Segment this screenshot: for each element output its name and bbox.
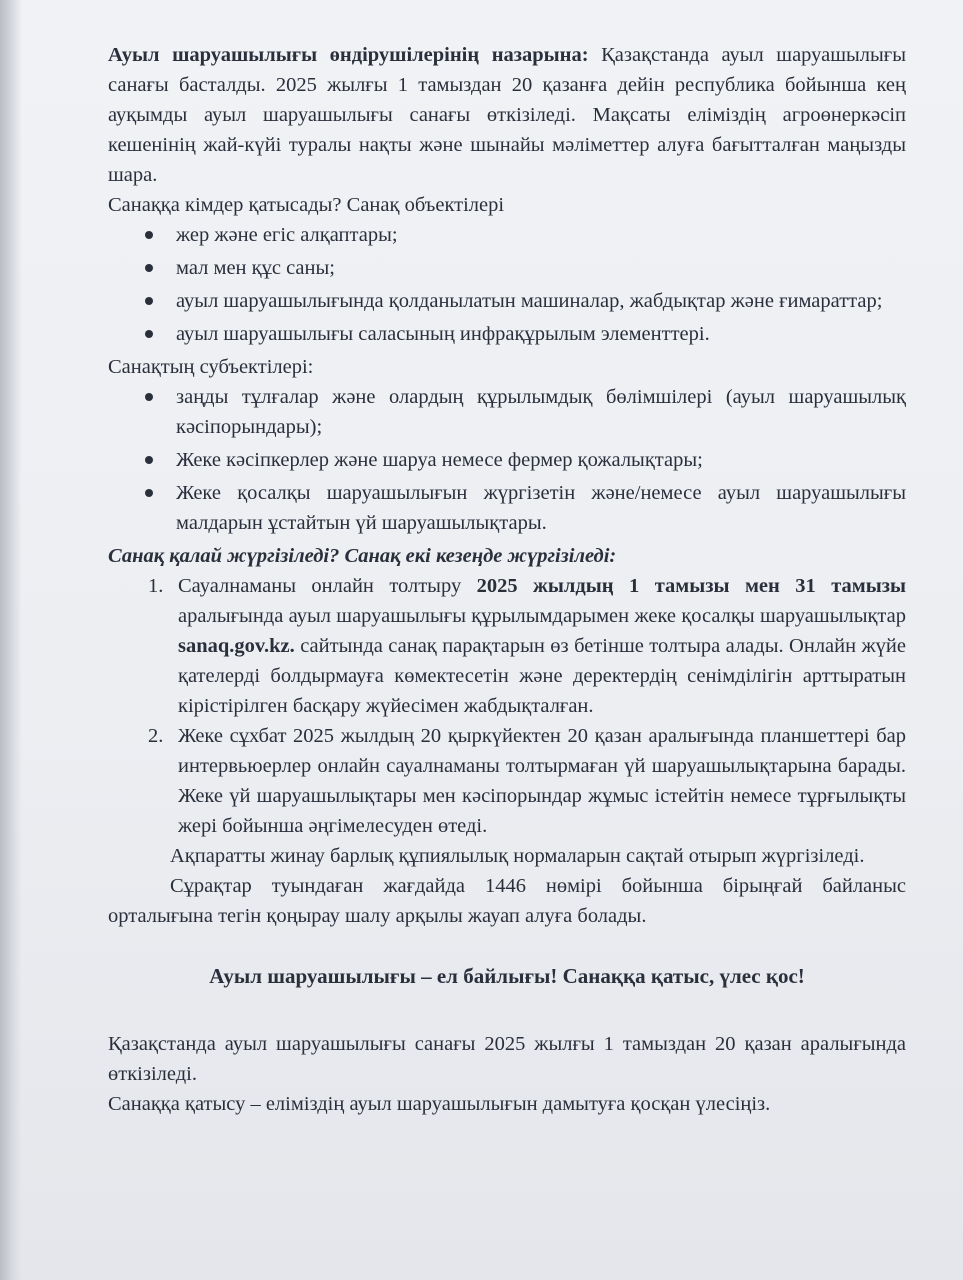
list-item: ауыл шаруашылығы саласының инфрақұрылым элементтері.	[108, 319, 906, 349]
bullet-icon	[145, 264, 153, 272]
subjects-title: Санақтың субъектілері:	[108, 356, 314, 378]
intro-paragraph	[108, 40, 906, 190]
step-number: 2.	[148, 725, 164, 747]
website-text: sanaq.gov.kz.	[178, 635, 295, 657]
bullet-icon	[145, 231, 153, 239]
step-interview: 2. Жеке сұхбат 2025 жылдың 20 қыркүйектен 20 қазан аралығында планшеттері бар интервьюерлер онлайн сауалнаманы толтырмаған үй шаруашылықтарына барады. Жеке үй шаруашылықтары мен кәсіпорындар жұмыс істейтін немесе тұрғылықты жері бойынша әңгімелесуден өтеді.	[108, 721, 906, 841]
list-item: жер және егіс алқаптары;	[108, 220, 906, 250]
privacy-paragraph: Ақпаратты жинау барлық құпиялылық нормаларын сақтай отырып жүргізіледі.	[170, 845, 865, 867]
contact-paragraph: Сұрақтар туындаған жағдайда 1446 нөмірі бойынша бірыңғай байланыс орталығына тегін қоңырау шалу арқылы жауап алуға болады.	[108, 875, 906, 927]
step-number: 1.	[148, 575, 164, 597]
process-title: Санақ қалай жүргізіледі? Санақ екі кезеңде жүргізіледі:	[108, 545, 617, 567]
list-item: Жеке кәсіпкерлер және шаруа немесе фермер қожалықтары;	[108, 445, 906, 475]
step-online: 1. Сауалнаманы онлайн толтыру 2025 жылдың 1 тамызы мен 31 тамызы аралығында ауыл шаруашылығы құрылымдарымен жеке қосалқы шаруашылықтар sanaq.gov.kz. сайтында санақ парақтарын өз бетінше толтыра алады. Онлайн жүйе қателерді болдырмауға көмектесетін және деректердің сенімділігін арттыратын кірістірілген басқару жүйесімен жабдықталған.	[108, 571, 906, 721]
document-body	[108, 40, 906, 1119]
list-item: ауыл шаруашылығында қолданылатын машиналар, жабдықтар және ғимараттар;	[108, 286, 906, 316]
objects-list	[108, 220, 906, 349]
slogan: Ауыл шаруашылығы – ел байлығы! Санаққа қатыс, үлес қос!	[209, 964, 805, 988]
closing-line-1: Қазақстанда ауыл шаруашылығы санағы 2025 жылғы 1 тамыздан 20 қазан аралығында өткізіледі.	[108, 1033, 906, 1085]
list-item: мал мен құс саны;	[108, 253, 906, 283]
list-item: заңды тұлғалар және олардың құрылымдық бөлімшілері (ауыл шаруашылық кәсіпорындары);	[108, 382, 906, 442]
page-shadow-edge	[0, 0, 22, 1280]
list-item: Жеке қосалқы шаруашылығын жүргізетін және/немесе ауыл шаруашылығы малдарын ұстайтын үй шаруашылықтары.	[108, 478, 906, 538]
process-steps	[108, 571, 906, 841]
subjects-list	[108, 382, 906, 538]
intro-text: Қазақстанда ауыл шаруашылығы санағы басталды. 2025 жылғы 1 тамыздан 20 қазанға дейін республика бойынша кең ауқымды ауыл шаруашылығы санағы өткізіледі. Мақсаты еліміздің агроөнеркәсіп кешенінің жай-күйі туралы нақты және шынайы мәліметтер алуға бағытталған маңызды шара.	[108, 44, 906, 186]
bullet-icon	[145, 456, 153, 464]
bullet-icon	[145, 489, 153, 497]
bullet-icon	[145, 330, 153, 338]
objects-title: Санаққа кімдер қатысады? Санақ объектілері	[108, 194, 505, 216]
closing-line-2: Санаққа қатысу – еліміздің ауыл шаруашылығын дамытуға қосқан үлесіңіз.	[108, 1093, 771, 1115]
intro-heading: Ауыл шаруашылығы өндірушілерінің назарына:	[108, 44, 589, 66]
bullet-icon	[145, 297, 153, 305]
bullet-icon	[145, 393, 153, 401]
